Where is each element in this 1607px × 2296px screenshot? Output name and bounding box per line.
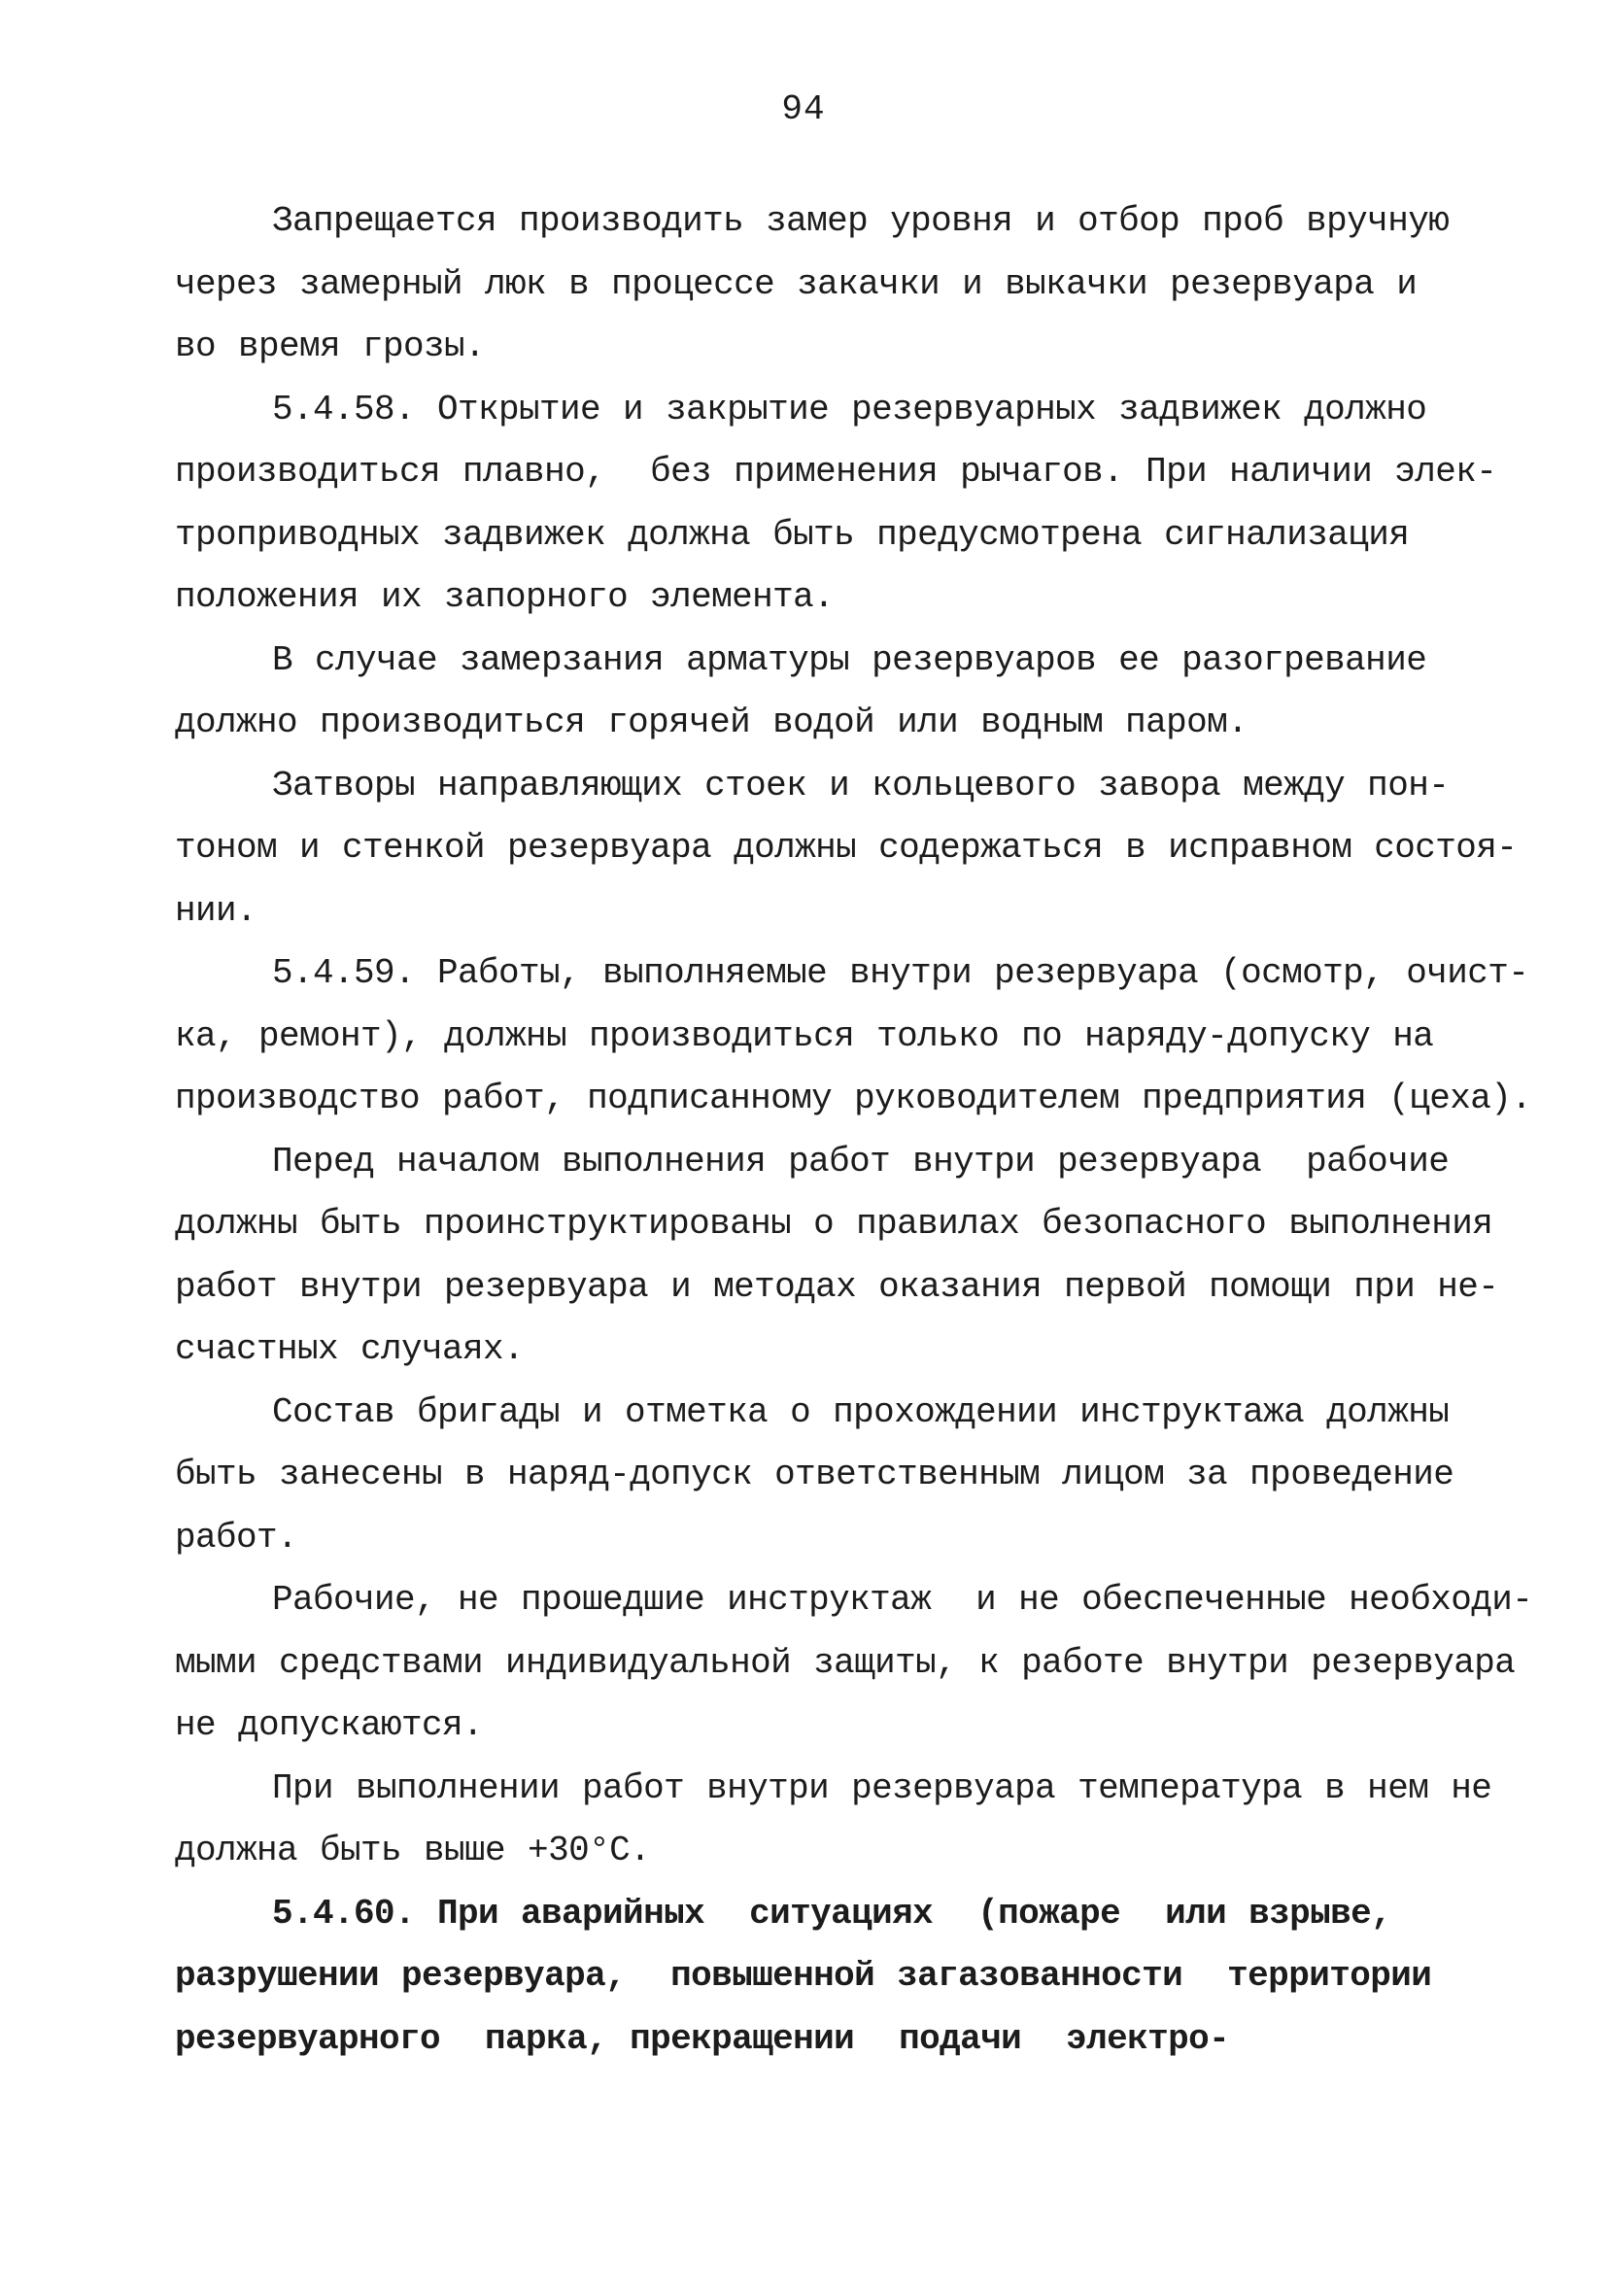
- text-line: Запрещается производить замер уровня и отбор проб вручную: [272, 201, 1450, 241]
- text-line: не допускаются.: [175, 1705, 484, 1745]
- paragraph-temperature: [175, 1758, 1492, 1883]
- paragraph-gates: [175, 755, 1518, 943]
- page-number: 94: [781, 89, 826, 129]
- text-line: В случае замерзания арматуры резервуаров ее разогревание: [272, 639, 1427, 680]
- text-line: разрушении резервуара, повышенной загазованности территории: [175, 1956, 1432, 1996]
- text-line: быть занесены в наряд-допуск ответственным лицом за проведение: [175, 1455, 1454, 1494]
- text-line: резервуарного парка, прекращении подачи электро-: [175, 2018, 1230, 2059]
- text-line: работ внутри резервуара и методах оказания первой помощи при не-: [175, 1266, 1499, 1307]
- text-line: тоном и стенкой резервуара должны содержаться в исправном состоя-: [175, 828, 1518, 868]
- text-line: положения их запорного элемента.: [175, 577, 835, 617]
- text-line: должно производиться горячей водой или водным паром.: [175, 703, 1248, 742]
- text-line: 5.4.58. Открытие и закрытие резервуарных задвижек должно: [272, 389, 1427, 429]
- text-line: во время грозы.: [175, 326, 486, 366]
- text-line: Затворы направляющих стоек и кольцевого завора между пон-: [272, 765, 1450, 805]
- paragraph-briefing: [175, 1131, 1499, 1382]
- text-line: работ.: [175, 1517, 298, 1558]
- text-line: счастных случаях.: [175, 1329, 525, 1369]
- document-body: [175, 190, 1533, 2071]
- text-line: через замерный люк в процессе закачки и выкачки резервуара и: [175, 263, 1418, 304]
- text-line: троприводных задвижек должна быть предусмотрена сигнализация: [175, 514, 1410, 555]
- text-line: 5.4.59. Работы, выполняемые внутри резервуара (осмотр, очист-: [272, 953, 1529, 993]
- paragraph-team-record: [175, 1382, 1454, 1570]
- text-line: должна быть выше +30°С.: [175, 1831, 651, 1870]
- text-line: 5.4.60. При аварийных ситуациях (пожаре или взрыве,: [272, 1893, 1392, 1934]
- text-line: При выполнении работ внутри резервуара температура в нем не: [272, 1767, 1492, 1808]
- text-line: производиться плавно, без применения рычагов. При наличии элек-: [175, 452, 1497, 492]
- text-line: Перед началом выполнения работ внутри резервуара рабочие: [272, 1141, 1450, 1182]
- paragraph-freezing: [175, 630, 1438, 755]
- paragraph-measurement-prohibition: [175, 190, 1450, 379]
- paragraph-5-4-60: [175, 1883, 1438, 2072]
- paragraph-workers-admission: [175, 1569, 1533, 1758]
- paragraph-5-4-58: [175, 379, 1497, 630]
- paragraph-5-4-59: [175, 942, 1532, 1131]
- text-line: Рабочие, не прошедшие инструктаж и не обеспеченные необходи-: [272, 1580, 1533, 1620]
- text-line: мыми средствами индивидуальной защиты, к работе внутри резервуара: [175, 1642, 1516, 1683]
- text-line: ка, ремонт), должны производиться только по наряду-допуску на: [175, 1015, 1434, 1056]
- text-line: производство работ, подписанному руководителем предприятия (цеха).: [175, 1079, 1532, 1118]
- text-line: Состав бригады и отметка о прохождении инструктажа должны: [272, 1391, 1450, 1432]
- text-line: должны быть проинструктированы о правилах безопасного выполнения: [175, 1204, 1493, 1244]
- text-line: нии.: [175, 890, 257, 931]
